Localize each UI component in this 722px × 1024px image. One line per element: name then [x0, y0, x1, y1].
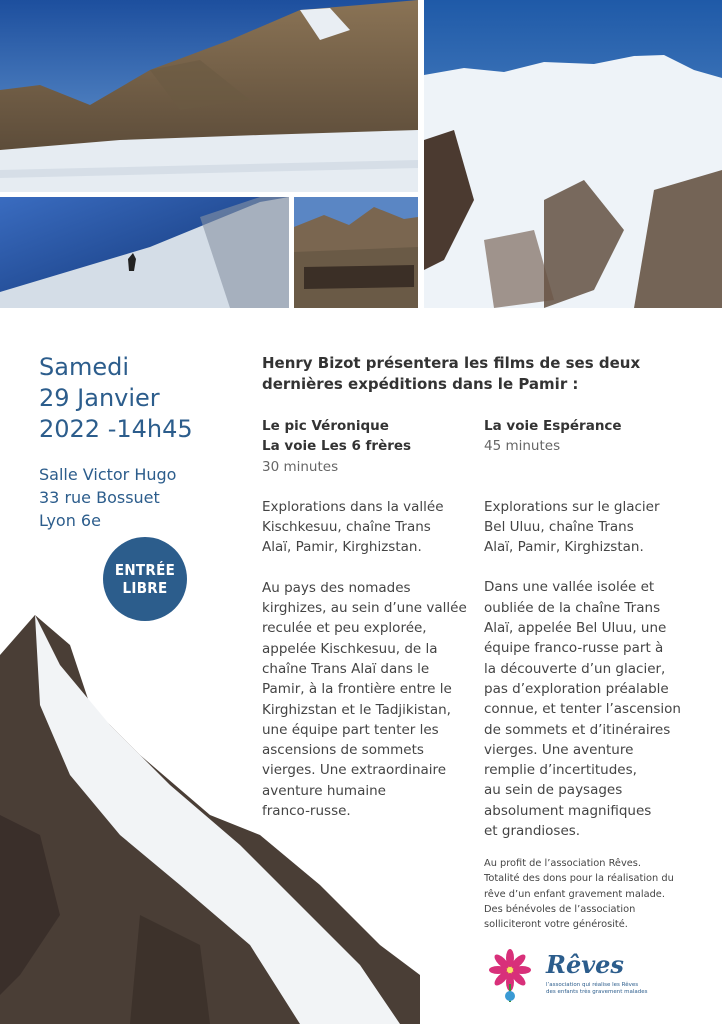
film-2-desc-line: Alaï, appelée Bel Uluu, une	[484, 620, 667, 637]
film-1-desc-line: kirghizes, au sein d’une vallée	[262, 600, 467, 617]
charity-line: solliciteront votre générosité.	[484, 919, 628, 931]
intro-line-1: Henry Bizot présentera les films de ses deux	[262, 354, 641, 372]
date-year-time: 2022 -14h45	[39, 415, 193, 443]
film-2-desc-line: vierges. Une aventure	[484, 741, 634, 758]
event-venue	[39, 463, 176, 532]
film-2-desc-line: équipe franco-russe part à	[484, 640, 664, 657]
film-2-summary-line: Bel Uluu, chaîne Trans	[484, 518, 634, 535]
snow-peak-photo	[424, 0, 722, 308]
film-2-desc-line: absolument magnifiques	[484, 802, 652, 819]
reves-logo	[484, 944, 648, 1004]
film-1-desc-line: appelée Kischkesuu, de la	[262, 640, 438, 657]
film-2-desc-line: de sommets et d’itinéraires	[484, 721, 671, 738]
caravan-photo	[294, 197, 418, 308]
intro-heading	[262, 353, 682, 395]
intro-line-2: dernières expéditions dans le Pamir :	[262, 375, 579, 393]
film-1-summary-line: Kischkesuu, chaîne Trans	[262, 519, 431, 536]
charity-note	[484, 856, 699, 932]
venue-street: 33 rue Bossuet	[39, 488, 160, 507]
film-1-desc-line: franco-russe.	[262, 803, 351, 820]
date-day: Samedi	[39, 353, 129, 381]
film-1-summary-line: Alaï, Pamir, Kirghizstan.	[262, 539, 422, 556]
film-2-desc-line: oubliée de la chaîne Trans	[484, 599, 661, 616]
badge-line-2: LIBRE	[122, 579, 168, 597]
film-1-title-1: Le pic Véronique	[262, 418, 389, 434]
film-1-desc-line: Au pays des nomades	[262, 579, 411, 596]
film-1-desc-line: Pamir, à la frontière entre le	[262, 681, 452, 698]
date-month: 29 Janvier	[39, 384, 160, 412]
film-2-desc-line: et grandioses.	[484, 823, 581, 840]
climber-photo	[0, 197, 289, 308]
film-2-desc-line: pas d’exploration préalable	[484, 680, 669, 697]
logo-tagline-1: l’association qui réalise les Rêves	[546, 982, 639, 988]
event-date	[39, 352, 193, 445]
film-2-desc-line: Dans une vallée isolée et	[484, 579, 655, 596]
charity-line: Totalité des dons pour la réalisation du	[484, 873, 674, 885]
film-2-column	[484, 416, 694, 841]
film-1-desc-line: Kirghizstan et le Tadjikistan,	[262, 701, 451, 718]
film-1-desc-line: aventure humaine	[262, 782, 386, 799]
film-1-desc-line: ascensions de sommets	[262, 742, 424, 759]
film-1-duration: 30 minutes	[262, 458, 339, 475]
charity-line: Des bénévoles de l’association	[484, 903, 636, 915]
film-1-column	[262, 416, 472, 821]
film-1-desc-line: une équipe part tenter les	[262, 721, 439, 738]
film-2-duration: 45 minutes	[484, 438, 561, 455]
film-2-title: La voie Espérance	[484, 418, 622, 434]
film-1-desc-line: reculée et peu explorée,	[262, 620, 427, 637]
film-1-summary-line: Explorations dans la vallée	[262, 498, 444, 515]
film-2-desc-line: connue, et tenter l’ascension	[484, 701, 681, 718]
logo-tagline-2: des enfants très gravement malades	[546, 989, 648, 995]
logo-name: Rêves	[546, 950, 624, 979]
film-2-summary-line: Explorations sur le glacier	[484, 498, 660, 515]
charity-line: rêve d’un enfant gravement malade.	[484, 888, 665, 900]
film-1-title-2: La voie Les 6 frères	[262, 438, 412, 455]
film-2-desc-line: au sein de paysages	[484, 782, 623, 799]
film-2-summary-line: Alaï, Pamir, Kirghizstan.	[484, 539, 644, 556]
venue-hall: Salle Victor Hugo	[39, 465, 177, 484]
venue-city: Lyon 6e	[39, 511, 101, 530]
free-entry-badge	[103, 537, 187, 621]
charity-line: Au profit de l’association Rêves.	[484, 858, 642, 869]
film-1-desc-line: chaîne Trans Alaï dans le	[262, 660, 430, 677]
mountain-glacier-photo	[0, 0, 418, 192]
film-2-desc-line: la découverte d’un glacier,	[484, 660, 666, 677]
badge-line-1: ENTRÉE	[114, 561, 176, 579]
film-1-desc-line: vierges. Une extraordinaire	[262, 762, 447, 779]
film-2-desc-line: remplie d’incertitudes,	[484, 762, 637, 779]
flower-icon	[484, 944, 544, 1004]
